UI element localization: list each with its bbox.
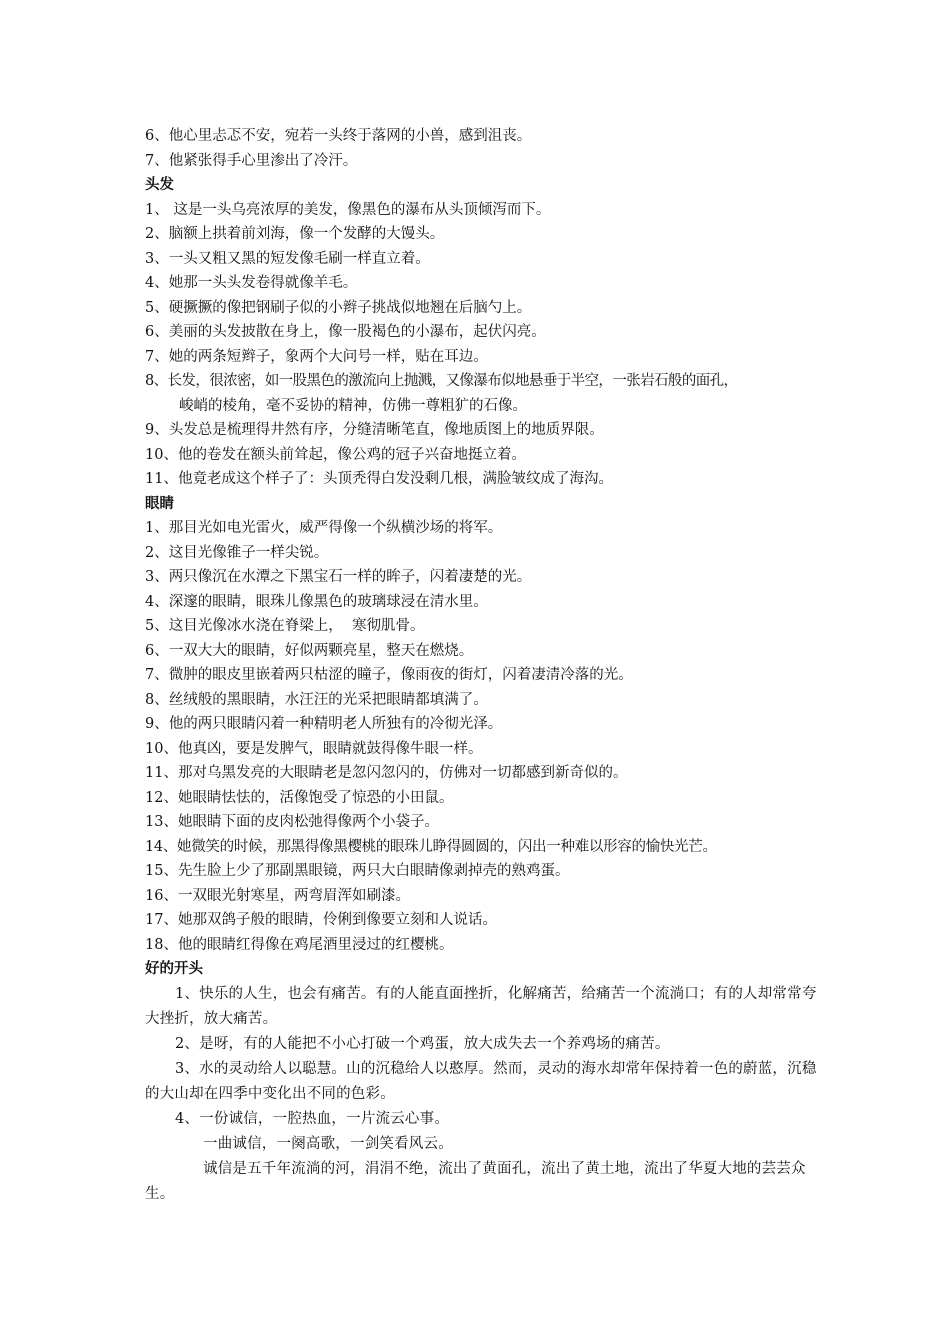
hair-item: 10、他的卷发在额头前耸起，像公鸡的冠子兴奋地挺立着。 [145, 446, 526, 463]
eyes-item: 9、他的两只眼睛闪着一种精明老人所独有的冷彻光泽。 [145, 716, 503, 732]
eyes-item: 5、这目光像冰水浇在脊梁上， 寒彻肌骨。 [145, 618, 425, 634]
eyes-item: 4、深邃的眼睛，眼珠儿像黑色的玻璃球浸在清水里。 [145, 593, 488, 610]
eyes-item: 2、这目光像锥子一样尖锐。 [145, 544, 329, 561]
eyes-item: 16、一双眼光射寒星，两弯眉浑如刷漆。 [145, 887, 410, 904]
hair-item: 1、 这是一头乌亮浓厚的美发，像黑色的瀑布从头顶倾泻而下。 [145, 201, 551, 218]
section-heading-eyes: 眼睛 [145, 495, 174, 512]
eyes-item: 13、她眼睛下面的皮肉松弛得像两个小袋子。 [145, 814, 439, 830]
section-heading-openings: 好的开头 [145, 961, 203, 977]
hair-item-continuation: 峻峭的棱角，毫不妥协的精神，仿佛一尊粗犷的石像。 [179, 397, 527, 414]
hair-item: 6、美丽的头发披散在身上，像一股褐色的小瀑布，起伏闪亮。 [145, 324, 546, 340]
opening-paragraph: 3、水的灵动给人以聪慧。山的沉稳给人以憨厚。然而，灵动的海水却常年保持着一色的蔚蓝，沉稳的大山却在四季中变化出不同的色彩。 [145, 1060, 817, 1102]
hair-item: 2、脑额上拱着前刘海，像一个发酵的大馒头。 [145, 226, 445, 242]
document-page [145, 124, 825, 1207]
eyes-item: 17、她那双鸽子般的眼睛，伶俐到像要立刻和人说话。 [145, 912, 497, 928]
eyes-item: 11、那对乌黑发亮的大眼睛老是忽闪忽闪的，仿佛对一切都感到新奇似的。 [145, 765, 628, 781]
hair-item: 7、她的两条短辫子，象两个大问号一样，贴在耳边。 [145, 348, 488, 365]
eyes-item: 7、微肿的眼皮里嵌着两只枯涩的瞳子，像雨夜的街灯，闪着凄清冷落的光。 [145, 667, 633, 683]
eyes-item: 10、他真凶，要是发脾气，眼睛就鼓得像牛眼一样。 [145, 740, 483, 757]
hair-item: 3、一头又粗又黑的短发像毛刷一样直立着。 [145, 250, 430, 267]
section-heading-hair: 头发 [145, 177, 174, 193]
eyes-item: 6、一双大大的眼睛，好似两颗亮星，整天在燃烧。 [145, 642, 474, 659]
hair-item: 11、他竟老成这个样子了：头顶秃得白发没剩几根，满脸皱纹成了海沟。 [145, 471, 613, 487]
opening-paragraph: 诚信是五千年流淌的河，涓涓不绝，流出了黄面孔，流出了黄土地，流出了华夏大地的芸芸众生。 [145, 1160, 806, 1202]
eyes-item: 18、他的眼睛红得像在鸡尾酒里浸过的红樱桃。 [145, 936, 454, 953]
opening-paragraph: 2、是呀，有的人能把不小心打破一个鸡蛋，放大成失去一个养鸡场的痛苦。 [175, 1035, 670, 1052]
eyes-item: 1、那目光如电光雷火，威严得像一个纵横沙场的将军。 [145, 520, 503, 536]
eyes-item: 12、她眼睛怯怯的，活像饱受了惊恐的小田鼠。 [145, 789, 454, 806]
eyes-item: 8、丝绒般的黑眼睛，水汪汪的光采把眼睛都填满了。 [145, 691, 488, 708]
intro-line: 6、他心里忐忑不安，宛若一头终于落网的小兽，感到沮丧。 [145, 128, 532, 144]
hair-item: 4、她那一头头发卷得就像羊毛。 [145, 275, 358, 291]
hair-item: 9、头发总是梳理得井然有序，分缝清晰笔直，像地质图上的地质界限。 [145, 422, 604, 438]
opening-paragraph: 4、一份诚信，一腔热血，一片流云心事。 [175, 1110, 450, 1127]
eyes-item: 14、她微笑的时候，那黑得像黑樱桃的眼珠儿睁得圆圆的，闪出一种难以形容的愉快光芒。 [145, 838, 717, 855]
intro-line: 7、他紧张得手心里渗出了冷汗。 [145, 152, 358, 169]
hair-item: 5、硬撅撅的像把钢刷子似的小辫子挑战似地翘在后脑勺上。 [145, 299, 532, 316]
opening-paragraph: 1、快乐的人生，也会有痛苦。有的人能直面挫折，化解痛苦，给痛苦一个流淌口；有的人却常常夸大挫折，放大痛苦。 [145, 985, 817, 1027]
opening-paragraph: 一曲诚信，一阕高歌，一剑笑看风云。 [203, 1135, 453, 1152]
eyes-item: 3、两只像沉在水潭之下黑宝石一样的眸子，闪着凄楚的光。 [145, 569, 532, 585]
eyes-item: 15、先生脸上少了那副黑眼镜，两只大白眼睛像剥掉壳的熟鸡蛋。 [145, 863, 570, 879]
hair-item: 8、长发，很浓密，如一股黑色的激流向上抛溅，又像瀑布似地悬垂于半空，一张岩石般的面孔， [145, 373, 738, 389]
